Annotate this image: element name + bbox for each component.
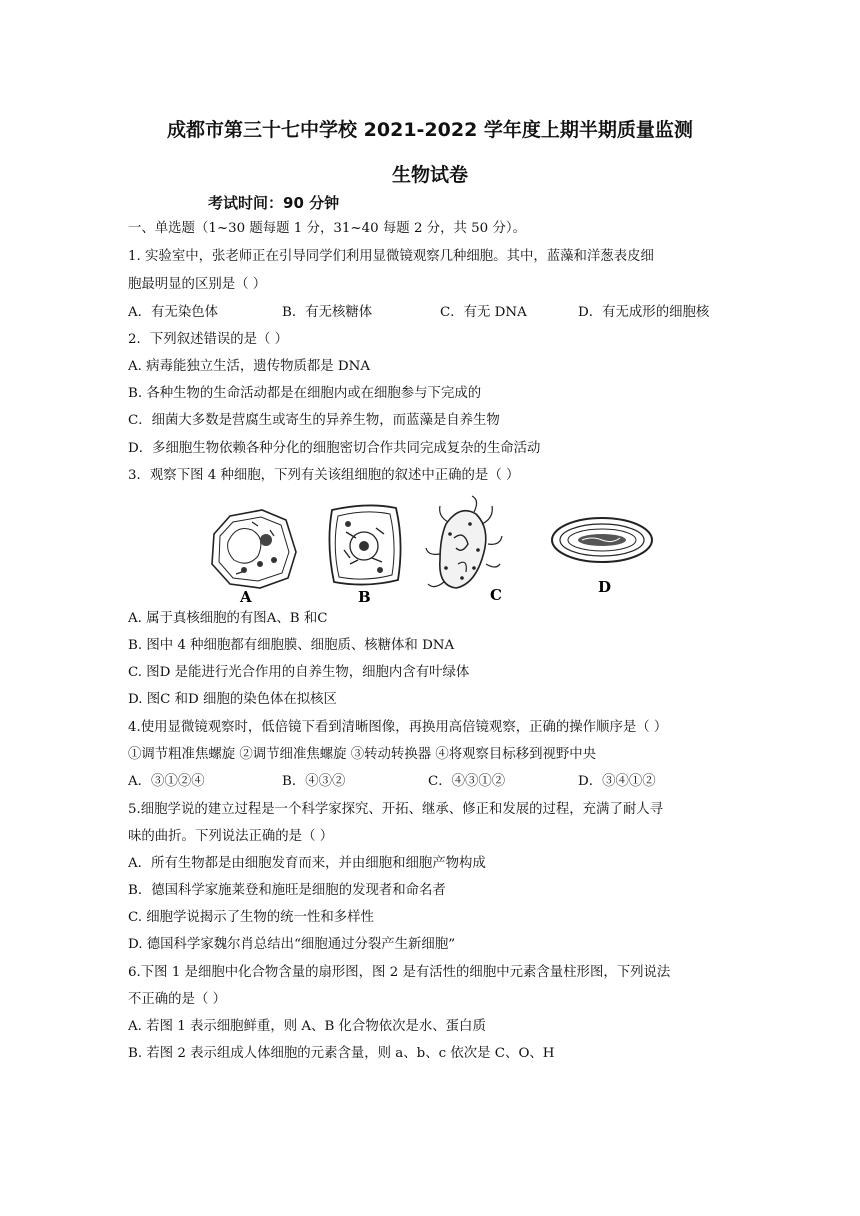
q3-option-a: A. 属于真核细胞的有图A、B 和C [128, 611, 328, 626]
q1-option-a: A．有无染色体 [128, 305, 219, 320]
q1-option-c: C．有无 DNA [440, 305, 527, 320]
q2-option-a: A. 病毒能独立生活，遗传物质都是 DNA [128, 359, 371, 374]
cell-a-plant-cell [212, 510, 296, 588]
q6-stem-line2: 不正确的是（ ） [128, 992, 226, 1007]
q4-option-a: A．③①②④ [128, 774, 205, 789]
cell-label-d: D [598, 578, 612, 596]
exam-title: 成都市第三十七中学校 2021-2022 学年度上期半期质量监测 [167, 119, 693, 141]
q2-option-d: D．多细胞生物依赖各种分化的细胞密切合作共同完成复杂的生命活动 [128, 441, 541, 456]
q3-option-b: B. 图中 4 种细胞都有细胞膜、细胞质、核糖体和 DNA [128, 638, 455, 653]
q6-option-a: A. 若图 1 表示细胞鲜重，则 A、B 化合物依次是水、蛋白质 [128, 1019, 486, 1034]
cell-label-b: B [358, 588, 371, 606]
q5-option-b: B．德国科学家施莱登和施旺是细胞的发现者和命名者 [128, 883, 446, 898]
q4-option-c: C．④③①② [428, 774, 506, 789]
exam-subtitle: 生物试卷 [391, 164, 468, 186]
q6-option-b: B. 若图 2 表示组成人体细胞的元素含量，则 a、b、c 依次是 C、O、H [128, 1046, 555, 1061]
q1-option-d: D．有无成形的细胞核 [578, 305, 710, 320]
cell-label-c: C [490, 586, 502, 604]
q4-option-d: D．③④①② [578, 774, 656, 789]
q6-stem-line1: 6.下图 1 是细胞中化合物含量的扇形图，图 2 是有活性的细胞中元素含量柱形图，下列说法 [128, 965, 671, 980]
q2-option-b: B. 各种生物的生命活动都是在细胞内或在细胞参与下完成的 [128, 386, 482, 401]
q5-stem-line2: 味的曲折。下列说法正确的是（ ） [128, 829, 334, 844]
q4-option-b: B．④③② [282, 774, 346, 789]
q1-stem-line2: 胞最明显的区别是（ ） [128, 277, 267, 292]
cell-c-bacterium [426, 496, 502, 588]
section-heading: 一、单选题（1~30 题每题 1 分，31~40 每题 2 分，共 50 分）。 [128, 221, 526, 236]
q3-cell-figure [200, 494, 660, 606]
q4-steps: ①调节粗准焦螺旋 ②调节细准焦螺旋 ③转动转换器 ④将观察目标移到视野中央 [128, 747, 597, 762]
q3-stem: 3．观察下图 4 种细胞，下列有关该组细胞的叙述中正确的是（ ） [128, 468, 520, 483]
q5-option-d: D. 德国科学家魏尔肖总结出“细胞通过分裂产生新细胞” [128, 937, 456, 952]
q2-stem: 2．下列叙述错误的是（ ） [128, 332, 289, 347]
cell-b-plant-cell [329, 505, 400, 584]
q4-stem: 4.使用显微镜观察时，低倍镜下看到清晰图像，再换用高倍镜观察，正确的操作顺序是（ ） [128, 720, 668, 735]
q5-option-a: A．所有生物都是由细胞发育而来，并由细胞和细胞产物构成 [128, 856, 486, 871]
cell-d-blue-algae [552, 518, 652, 562]
q1-stem-line1: 1. 实验室中，张老师正在引导同学们利用显微镜观察几种细胞。其中，蓝藻和洋葱表皮细 [128, 249, 654, 264]
q2-option-c: C．细菌大多数是营腐生或寄生的异养生物，而蓝藻是自养生物 [128, 413, 500, 428]
exam-time: 考试时间：90 分钟 [208, 194, 340, 212]
q3-option-d: D. 图C 和D 细胞的染色体在拟核区 [128, 692, 337, 707]
q5-stem-line1: 5.细胞学说的建立过程是一个科学家探究、开拓、继承、修正和发展的过程，充满了耐人寻 [128, 802, 664, 817]
q1-option-b: B．有无核糖体 [282, 305, 373, 320]
cell-label-a: A [240, 588, 252, 606]
q3-option-c: C. 图D 是能进行光合作用的自养生物，细胞内含有叶绿体 [128, 665, 470, 680]
q5-option-c: C. 细胞学说揭示了生物的统一性和多样性 [128, 910, 374, 925]
